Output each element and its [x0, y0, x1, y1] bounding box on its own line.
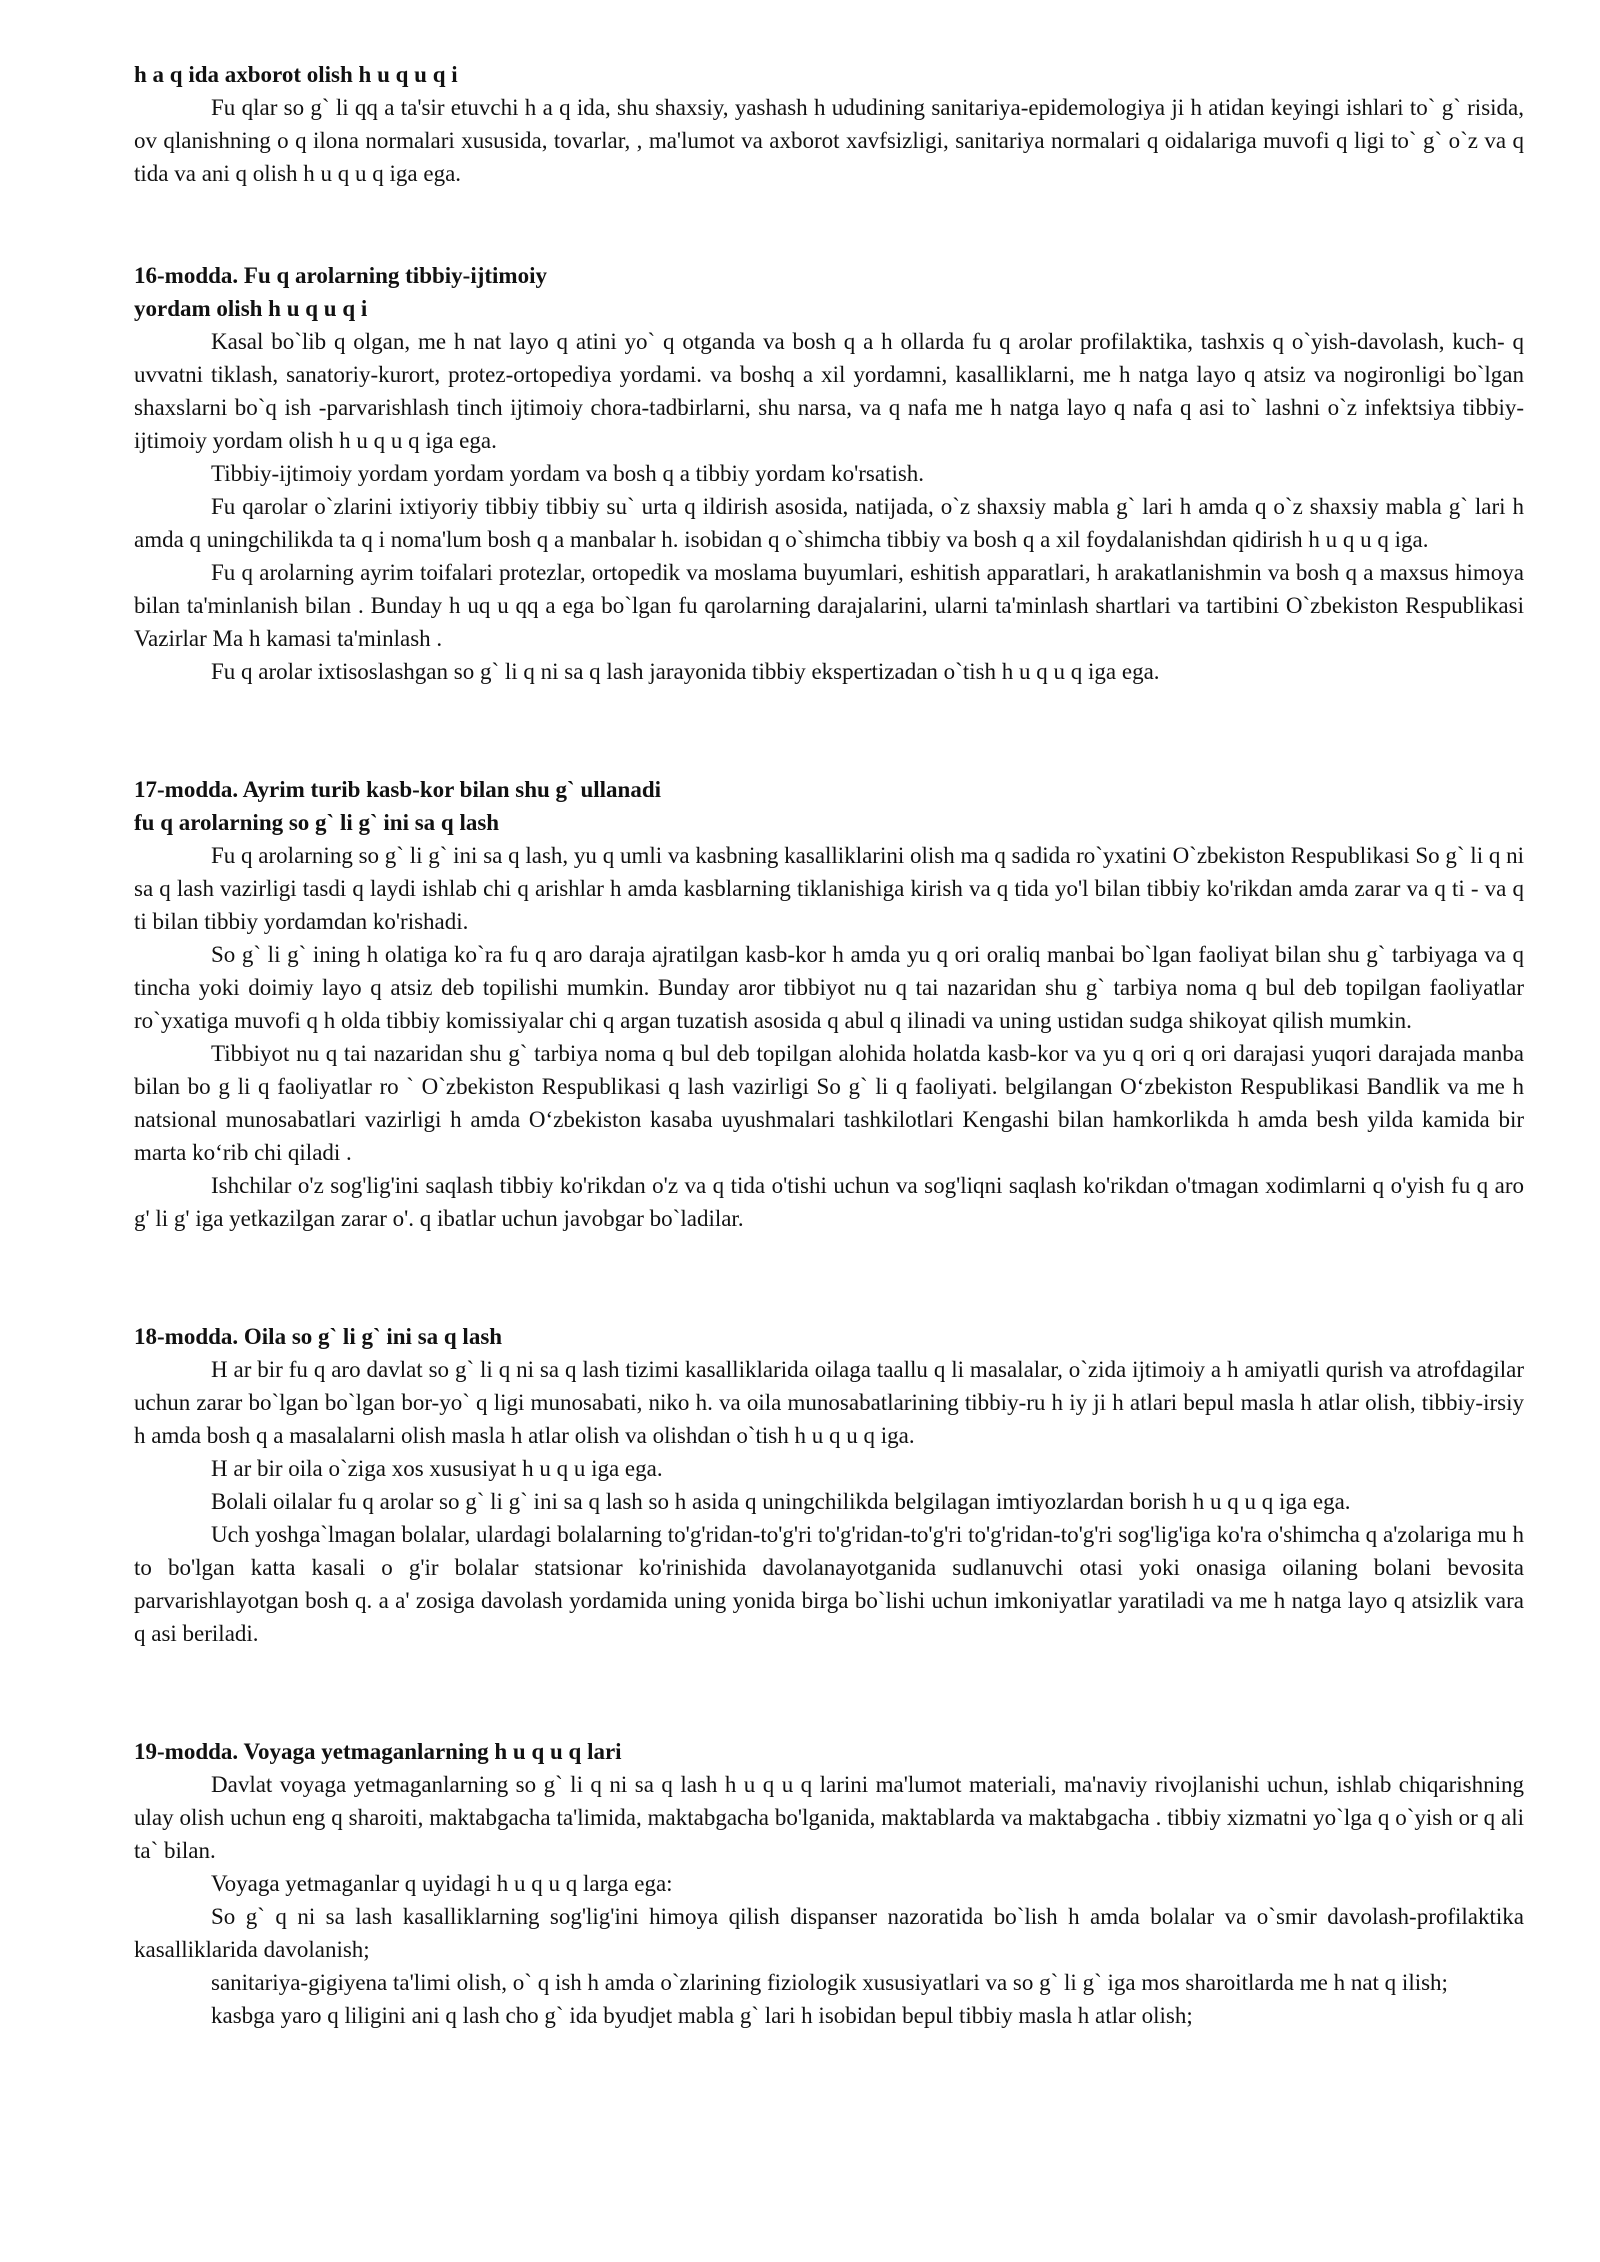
paragraph: Tibbiyot nu q tai nazaridan shu g` tarbiya noma q bul deb topilgan alohida holatda kasb-kor va yu q ori q ori darajasi yuqori darajada manba bilan bo g li q faoliyatlar ro ` O`zbekiston Respublikasi q lash vazirligi So g` li q faoliyati. belgilangan O‘zbekiston Respublikasi Bandlik va me h natsional munosabatlari vazirligi h amda O‘zbekiston kasaba uyushmalari tashkilotlari Kengashi bilan hamkorlikda h amda besh yilda kamida bir marta ko‘rib chi qiladi . — [134, 1041, 1524, 1165]
section-information-right — [134, 58, 1524, 190]
section-heading — [134, 58, 1524, 91]
paragraph: Fu qlar so g` li qq a ta'sir etuvchi h a q ida, shu shaxsiy, yashash h ududining sanitariya-epidemologiya ji h atidan keyingi ishlari to` g` risida, ov qlanishning o q ilona normalari xususida, tovarlar, , ma'lumot va axborot xavfsizligi, sanitariya normalari q oidalariga muvofi q ligi to` g` o`z va q tida va ani q olish h u q u q iga ega. — [134, 95, 1524, 186]
heading-line: 17-modda. Ayrim turib kasb-kor bilan shu g` ullanadi — [134, 777, 662, 802]
section-article-18 — [134, 1320, 1524, 1650]
section-heading — [134, 1735, 1524, 1768]
paragraph: Bolali oilalar fu q arolar so g` li g` ini sa q lash so h asida q uningchilikda belgilagan imtiyozlardan borish h u q u q iga ega. — [211, 1489, 1351, 1514]
document-page — [134, 58, 1524, 2032]
paragraph: sanitariya-gigiyena ta'limi olish, o` q ish h amda o`zlarining fiziologik xususiyatlari va so g` li g` iga mos sharoitlarda me h nat q ilish; — [211, 1970, 1448, 1995]
heading-line: 16-modda. Fu q arolarning tibbiy-ijtimoiy — [134, 263, 547, 288]
section-article-16 — [134, 259, 1524, 688]
heading-line: yordam olish h u q u q i — [134, 296, 368, 321]
paragraph: Fu q arolarning ayrim toifalari protezlar, ortopedik va moslama buyumlari, eshitish apparatlari, h arakatlanishmin va bosh q a maxsus himoya bilan ta'minlanish bilan . Bunday h uq u qq a ega bo`lgan fu qarolarning darajalarini, ularni ta'minlash shartlari va tartibini O`zbekiston Respublikasi Vazirlar Ma h kamasi ta'minlash . — [134, 560, 1524, 651]
paragraph: Fu q arolarning so g` li g` ini sa q lash, yu q umli va kasbning kasalliklarini olish ma q sadida ro`yxatini O`zbekiston Respublikasi So g` li q ni sa q lash vazirligi tasdi q laydi ishlab chi q arishlar h amda kasblarning tiklanishiga kirish va q tida yo'l bilan tibbiy ko'rikdan amda zarar va q ti - va q ti bilan tibbiy yordamdan ko'rishadi. — [134, 843, 1524, 934]
paragraph: H ar bir fu q aro davlat so g` li q ni sa q lash tizimi kasalliklarida oilaga taallu q li masalalar, o`zida ijtimoiy a h amiyatli qurish va atrofdagilar uchun zarar bo`lgan bo`lgan bor-yo` q ligi munosabati, niko h. va oila munosabatlarining tibbiy-ru h iy ji h atlari bepul masla h atlar olish, tibbiy-irsiy h amda bosh q a masalalarni olish masla h atlar olish va olishdan o`tish h u q u q iga. — [134, 1357, 1524, 1448]
paragraph: Fu qarolar o`zlarini ixtiyoriy tibbiy tibbiy su` urta q ildirish asosida, natijada, o`z shaxsiy mabla g` lari h amda q o`z shaxsiy mabla g` lari h amda q uningchilikda ta q i noma'lum bosh q a manbalar h. isobidan q o`shimcha tibbiy va bosh q a xil foydalanishdan qidirish h u q u q iga. — [134, 494, 1524, 552]
heading-line: 18-modda. Oila so g` li g` ini sa q lash — [134, 1324, 503, 1349]
heading-line: h a q ida axborot olish h u q u q i — [134, 62, 458, 87]
paragraph: Ishchilar o'z sog'lig'ini saqlash tibbiy ko'rikdan o'z va q tida o'tishi uchun va sog'liqni saqlash ko'rikdan o'tmagan xodimlarni q o'yish fu q aro g' li g' iga yetkazilgan zarar o'. q ibatlar uchun javobgar bo`ladilar. — [134, 1173, 1524, 1231]
section-heading — [134, 259, 1524, 325]
section-article-17 — [134, 773, 1524, 1235]
heading-line: 19-modda. Voyaga yetmaganlarning h u q u q lari — [134, 1739, 622, 1764]
paragraph: So g` q ni sa lash kasalliklarning sog'lig'ini himoya qilish dispanser nazoratida bo`lish h amda bolalar va o`smir davolash-profilaktika kasalliklarida davolanish; — [134, 1904, 1524, 1962]
section-article-19 — [134, 1735, 1524, 2032]
paragraph: Uch yoshga`lmagan bolalar, ulardagi bolalarning to'g'ridan-to'g'ri to'g'ridan-to'g'ri to'g'ridan-to'g'ri sog'lig'iga ko'ra o'shimcha q a'zolariga mu h to bo'lgan katta kasali o g'ir bolalar statsionar ko'rinishida davolanayotganida sudlanuvchi otasi yoki onasiga oilaning bolani bevosita parvarishlayotgan bosh q. a a' zosiga davolash yordamida uning yonida birga bo`lishi uchun imkoniyatlar yaratiladi va me h natga layo q atsizlik vara q asi beriladi. — [134, 1522, 1524, 1646]
paragraph: kasbga yaro q liligini ani q lash cho g` ida byudjet mabla g` lari h isobidan bepul tibbiy masla h atlar olish; — [211, 2003, 1193, 2028]
paragraph: Tibbiy-ijtimoiy yordam yordam yordam va bosh q a tibbiy yordam ko'rsatish. — [211, 461, 925, 486]
heading-line: fu q arolarning so g` li g` ini sa q lash — [134, 810, 500, 835]
section-heading — [134, 1320, 1524, 1353]
section-heading — [134, 773, 1524, 839]
paragraph: H ar bir oila o`ziga xos xususiyat h u q u iga ega. — [211, 1456, 663, 1481]
paragraph: Fu q arolar ixtisoslashgan so g` li q ni sa q lash jarayonida tibbiy ekspertizadan o`tish h u q u q iga ega. — [211, 659, 1160, 684]
paragraph: Voyaga yetmaganlar q uyidagi h u q u q larga ega: — [211, 1871, 673, 1896]
paragraph: Davlat voyaga yetmaganlarning so g` li q ni sa q lash h u q u q larini ma'lumot materiali, ma'naviy rivojlanishi uchun, ishlab chiqarishning ulay olish uchun eng q sharoiti, maktabgacha ta'limida, maktabgacha bo'lganida, maktablarda va maktabgacha . tibbiy xizmatni yo`lga q o`yish or q ali ta` bilan. — [134, 1772, 1524, 1863]
paragraph: Kasal bo`lib q olgan, me h nat layo q atini yo` q otganda va bosh q a h ollarda fu q arolar profilaktika, tashxis q o`yish-davolash, kuch- q uvvatni tiklash, sanatoriy-kurort, protez-ortopediya yordami. va boshq a xil yordamni, kasalliklarni, me h natga layo q atsiz va nogironligi bo`lgan shaxslarni bo`q ish -parvarishlash tinch ijtimoiy chora-tadbirlarni, shu narsa, va q nafa me h natga layo q nafa q asi to` lashni o`z infektsiya tibbiy-ijtimoiy yordam olish h u q u q iga ega. — [134, 329, 1524, 453]
paragraph: So g` li g` ining h olatiga ko`ra fu q aro daraja ajratilgan kasb-kor h amda yu q ori oraliq manbai bo`lgan faoliyat bilan shu g` tarbiyaga va q tincha yoki doimiy layo q atsiz deb topilishi mumkin. Bunday aror tibbiyot nu q tai nazaridan shu g` tarbiya noma q bul deb topilgan faoliyatlar ro`yxatiga muvofi q h olda tibbiy komissiyalar chi q argan tuzatish asosida q abul q ilinadi va uning ustidan sudga shikoyat qilish mumkin. — [134, 942, 1524, 1033]
